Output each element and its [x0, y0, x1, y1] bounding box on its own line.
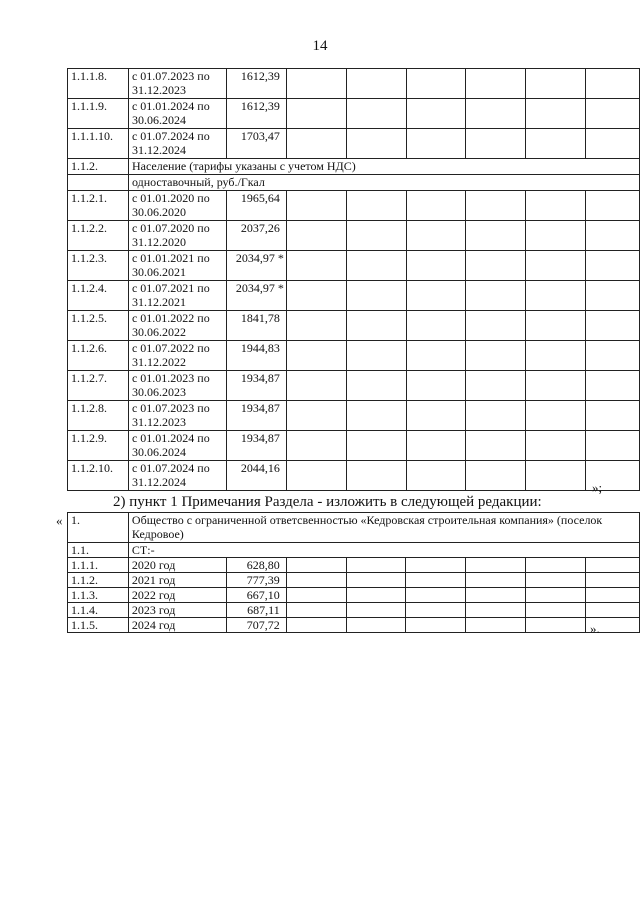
empty-cell	[526, 603, 586, 618]
org-title: Общество с ограниченной ответсвенностью «Кедровская строительная компания» (поселок Кедровое)	[128, 513, 639, 543]
row-year: 2021 год	[128, 573, 226, 588]
row-value: 628,80	[226, 558, 286, 573]
empty-cell	[286, 221, 346, 251]
empty-cell	[286, 341, 346, 371]
row-value: 707,72	[226, 618, 286, 633]
empty-cell	[526, 588, 586, 603]
empty-cell	[346, 191, 406, 221]
empty-cell	[466, 558, 526, 573]
empty-cell	[586, 558, 640, 573]
row-value: 1612,39	[226, 69, 286, 99]
empty-cell	[526, 281, 586, 311]
empty-cell	[406, 371, 466, 401]
empty-cell	[586, 573, 640, 588]
table-row	[68, 573, 640, 588]
row-year: 2024 год	[128, 618, 226, 633]
empty-cell	[586, 371, 640, 401]
row-value: 1703,47	[226, 129, 286, 159]
empty-cell	[406, 281, 466, 311]
empty-cell	[346, 431, 406, 461]
empty-cell	[346, 311, 406, 341]
row-code: 1.1.4.	[68, 603, 129, 618]
empty-cell	[406, 461, 466, 491]
row-code: 1.1.1.8.	[68, 69, 129, 99]
empty-cell	[466, 251, 526, 281]
row-value: 1934,87	[226, 401, 286, 431]
table-row	[68, 341, 640, 371]
empty-cell	[286, 588, 346, 603]
empty-cell	[406, 99, 466, 129]
empty-cell	[286, 461, 346, 491]
row-code: 1.1.2.9.	[68, 431, 129, 461]
empty-cell	[466, 618, 526, 633]
empty-cell	[526, 461, 586, 491]
row-period: с 01.07.2024 по 31.12.2024	[128, 461, 226, 491]
empty-cell	[526, 341, 586, 371]
row-code: 1.1.2.	[68, 573, 129, 588]
table-row	[68, 618, 640, 633]
row-period: с 01.07.2023 по 31.12.2023	[128, 69, 226, 99]
empty-cell	[286, 251, 346, 281]
empty-cell	[526, 401, 586, 431]
empty-cell	[286, 431, 346, 461]
empty-cell	[586, 281, 640, 311]
empty-cell	[466, 573, 526, 588]
row-year: 2022 год	[128, 588, 226, 603]
empty-cell	[346, 461, 406, 491]
empty-cell	[466, 371, 526, 401]
table-row	[68, 99, 640, 129]
notes-table	[67, 512, 640, 633]
empty-cell	[466, 603, 526, 618]
closing-quote-mark: »;	[592, 480, 603, 495]
table-row	[68, 69, 640, 99]
empty-cell	[346, 341, 406, 371]
empty-cell	[526, 69, 586, 99]
row-code: 1.1.2.7.	[68, 371, 129, 401]
empty-cell	[406, 251, 466, 281]
empty-cell	[526, 618, 586, 633]
empty-cell	[466, 191, 526, 221]
empty-cell	[286, 401, 346, 431]
empty-cell	[286, 69, 346, 99]
row-value: 2037,26	[226, 221, 286, 251]
row-value: 2034,97 *	[226, 281, 286, 311]
empty-cell	[586, 69, 640, 99]
empty-cell	[466, 461, 526, 491]
table-row	[68, 588, 640, 603]
empty-cell	[286, 573, 346, 588]
row-value: 1841,78	[226, 311, 286, 341]
empty-cell	[466, 588, 526, 603]
row-value: 1944,83	[226, 341, 286, 371]
table-row	[68, 281, 640, 311]
row-code: 1.1.2.8.	[68, 401, 129, 431]
row-period: с 01.01.2021 по 30.06.2021	[128, 251, 226, 281]
table-row	[68, 191, 640, 221]
empty-cell	[586, 129, 640, 159]
section-subtitle: одноставочный, руб./Гкал	[128, 175, 639, 191]
empty-cell	[406, 431, 466, 461]
empty-cell	[406, 573, 466, 588]
empty-cell	[286, 371, 346, 401]
empty-cell	[346, 573, 406, 588]
empty-cell	[406, 341, 466, 371]
row-value: 777,39	[226, 573, 286, 588]
empty-cell	[526, 191, 586, 221]
empty-cell	[346, 281, 406, 311]
empty-cell	[466, 401, 526, 431]
empty-cell	[346, 129, 406, 159]
row-code: 1.1.3.	[68, 588, 129, 603]
empty-cell	[466, 311, 526, 341]
empty-cell	[526, 431, 586, 461]
empty-cell	[406, 221, 466, 251]
empty-cell	[526, 311, 586, 341]
empty-cell	[526, 371, 586, 401]
empty-cell	[466, 281, 526, 311]
empty-cell	[586, 99, 640, 129]
row-code: 1.1.2.1.	[68, 191, 129, 221]
row-value: 1934,87	[226, 371, 286, 401]
row-value: 2034,97 *	[226, 251, 286, 281]
empty-cell	[526, 573, 586, 588]
empty-cell	[406, 129, 466, 159]
table-row	[68, 461, 640, 491]
tariff-table	[67, 68, 640, 491]
table-row	[68, 401, 640, 431]
empty-cell	[346, 401, 406, 431]
empty-cell	[406, 401, 466, 431]
org-code: 1.	[68, 513, 129, 543]
empty-cell	[526, 129, 586, 159]
table-row	[68, 431, 640, 461]
empty-cell	[346, 251, 406, 281]
empty-cell	[406, 69, 466, 99]
opening-quote-mark: «	[56, 513, 63, 528]
row-period: с 01.07.2022 по 31.12.2022	[128, 341, 226, 371]
page-number: 14	[312, 38, 328, 54]
empty-cell	[466, 431, 526, 461]
row-code: 1.1.1.10.	[68, 129, 129, 159]
empty-cell	[406, 311, 466, 341]
row-period: с 01.01.2024 по 30.06.2024	[128, 431, 226, 461]
table-row	[68, 251, 640, 281]
empty-cell	[466, 99, 526, 129]
empty-cell	[286, 129, 346, 159]
table-row	[68, 129, 640, 159]
empty-cell	[586, 588, 640, 603]
empty-cell	[466, 69, 526, 99]
row-code: 1.1.2.2.	[68, 221, 129, 251]
empty-cell	[466, 341, 526, 371]
table-row	[68, 558, 640, 573]
table-row	[68, 371, 640, 401]
section-title: Население (тарифы указаны с учетом НДС)	[128, 159, 639, 175]
subsection-title: СТ:-	[128, 543, 639, 558]
empty-cell	[286, 618, 346, 633]
row-period: с 01.07.2020 по 31.12.2020	[128, 221, 226, 251]
empty-cell	[286, 311, 346, 341]
empty-cell	[586, 401, 640, 431]
row-period: с 01.07.2021 по 31.12.2021	[128, 281, 226, 311]
empty-cell	[406, 588, 466, 603]
table-row	[68, 603, 640, 618]
table-row	[68, 311, 640, 341]
row-value: 1934,87	[226, 431, 286, 461]
row-period: с 01.01.2024 по 30.06.2024	[128, 99, 226, 129]
empty-cell	[346, 618, 406, 633]
empty-cell	[526, 251, 586, 281]
empty-cell	[526, 221, 586, 251]
empty-cell	[286, 603, 346, 618]
subsection-code: 1.1.	[68, 543, 129, 558]
row-period: с 01.07.2024 по 31.12.2024	[128, 129, 226, 159]
empty-cell	[406, 603, 466, 618]
row-code: 1.1.2.3.	[68, 251, 129, 281]
row-period: с 01.01.2022 по 30.06.2022	[128, 311, 226, 341]
row-code: 1.1.2.10.	[68, 461, 129, 491]
empty-cell	[406, 191, 466, 221]
row-value: 2044,16	[226, 461, 286, 491]
empty-cell	[286, 99, 346, 129]
empty-cell	[466, 221, 526, 251]
empty-cell	[586, 221, 640, 251]
empty-cell	[586, 311, 640, 341]
empty-cell	[286, 281, 346, 311]
row-code: 1.1.1.9.	[68, 99, 129, 129]
amendment-instruction: 2) пункт 1 Примечания Раздела - изложить в следующей редакции:	[113, 494, 542, 510]
empty-cell	[406, 618, 466, 633]
row-value: 667,10	[226, 588, 286, 603]
empty-cell	[346, 69, 406, 99]
row-code: 1.1.2.4.	[68, 281, 129, 311]
row-value: 1612,39	[226, 99, 286, 129]
section-empty-cell	[68, 175, 129, 191]
row-year: 2020 год	[128, 558, 226, 573]
empty-cell	[346, 603, 406, 618]
empty-cell	[586, 431, 640, 461]
row-code: 1.1.2.5.	[68, 311, 129, 341]
row-value: 687,11	[226, 603, 286, 618]
row-period: с 01.01.2023 по 30.06.2023	[128, 371, 226, 401]
empty-cell	[346, 221, 406, 251]
empty-cell	[286, 558, 346, 573]
table-row	[68, 221, 640, 251]
empty-cell	[346, 371, 406, 401]
section-code: 1.1.2.	[68, 159, 129, 175]
empty-cell	[586, 341, 640, 371]
empty-cell	[586, 191, 640, 221]
empty-cell	[286, 191, 346, 221]
row-code: 1.1.1.	[68, 558, 129, 573]
row-code: 1.1.2.6.	[68, 341, 129, 371]
empty-cell	[406, 558, 466, 573]
closing-quote-mark-2: ».	[590, 621, 600, 636]
empty-cell	[526, 558, 586, 573]
row-year: 2023 год	[128, 603, 226, 618]
row-code: 1.1.5.	[68, 618, 129, 633]
row-period: с 01.07.2023 по 31.12.2023	[128, 401, 226, 431]
empty-cell	[586, 603, 640, 618]
empty-cell	[586, 251, 640, 281]
empty-cell	[526, 99, 586, 129]
empty-cell	[346, 99, 406, 129]
empty-cell	[346, 588, 406, 603]
empty-cell	[466, 129, 526, 159]
row-value: 1965,64	[226, 191, 286, 221]
empty-cell	[346, 558, 406, 573]
row-period: с 01.01.2020 по 30.06.2020	[128, 191, 226, 221]
